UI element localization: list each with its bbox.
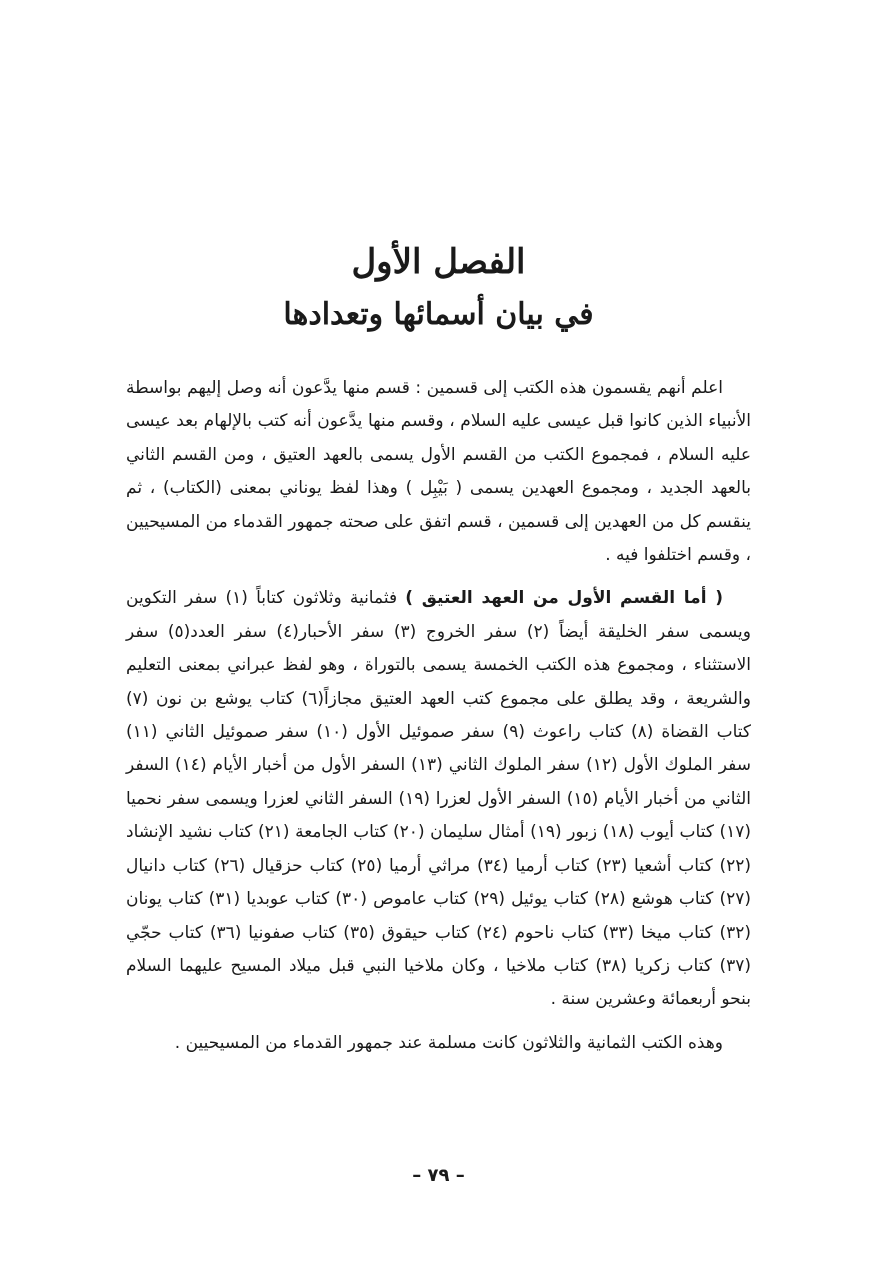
paragraph-old-testament-books [126,582,751,1016]
paragraph-conclusion-text: وهذه الكتب الثمانية والثلاثون كانت مسلمة عند جمهور القدماء من المسيحيين . [174,1032,723,1053]
body-text [126,372,751,1060]
chapter-heading [120,238,757,338]
paragraph-lead-phrase: ( أما القسم الأول من العهد العتيق ) [405,588,723,609]
paragraph-conclusion [126,1027,751,1060]
paragraph-old-testament-text: فثمانية وثلاثون كتاباً (١) سفر التكوين ويسمى سفر الخليقة أيضاً (٢) سفر الخروج (٣) سفر الأحبار(٤) سفر العدد(٥) سفر الاستثناء ، ومجموع هذه الكتب الخمسة يسمى بالتوراة ، وهو لفظ عبراني بمعنى التعليم والشريعة ، وقد يطلق على مجموع كتب العهد العتيق مجازاً(٦) كتاب يوشع بن نون (٧) كتاب القضاة (٨) كتاب راعوث (٩) سفر صموئيل الأول (١٠) سفر صموئيل الثاني (١١) سفر الملوك الأول (١٢) سفر الملوك الثاني (١٣) السفر الأول من أخبار الأيام (١٤) السفر الثاني من أخبار الأيام (١٥) السفر الأول لعزرا (١٩) السفر الثاني لعزرا ويسمى سفر نحميا (١٧) كتاب أيوب (١٨) زبور (١٩) أمثال سليمان (٢٠) كتاب الجامعة (٢١) كتاب نشيد الإنشاد (٢٢) كتاب أشعيا (٢٣) كتاب أرميا (٣٤) مراثي أرميا (٢٥) كتاب حزقيال (٢٦) كتاب دانيال (٢٧) كتاب هوشع (٢٨) كتاب يوئيل (٢٩) كتاب عاموص (٣٠) كتاب عوبديا (٣١) كتاب يونان (٣٢) كتاب ميخا (٣٣) كتاب ناحوم (٢٤) كتاب حيقوق (٣٥) كتاب صفونيا (٣٦) كتاب حجّي (٣٧) كتاب زكريا (٣٨) كتاب ملاخيا ، وكان ملاخيا النبي قبل ميلاد المسيح عليهما السلام بنحو أربعمائة وعشرين سنة . [126,588,751,1010]
paragraph-intro-text: اعلم أنهم يقسمون هذه الكتب إلى قسمين : قسم منها يدَّعون أنه وصل إليهم بواسطة الأنبياء الذين كانوا قبل عيسى عليه السلام ، وقسم منها يدَّعون أنه كتب بالإلهام بعد عيسى عليه السلام ، فمجموع الكتب من القسم الأول يسمى بالعهد العتيق ، ومن القسم الثاني بالعهد الجديد ، ومجموع العهدين يسمى ( بَيْبِل ) وهذا لفظ يوناني بمعنى (الكتاب) ، ثم ينقسم كل من العهدين إلى قسمين ، قسم اتفق على صحته جمهور القدماء من المسيحيين ، وقسم اختلفوا فيه . [126,378,751,566]
chapter-title: الفصل الأول [351,242,526,282]
page-number: – ٧٩ – [412,1165,465,1186]
paragraph-intro [126,372,751,572]
chapter-subtitle: في بيان أسمائها وتعدادها [283,297,594,332]
